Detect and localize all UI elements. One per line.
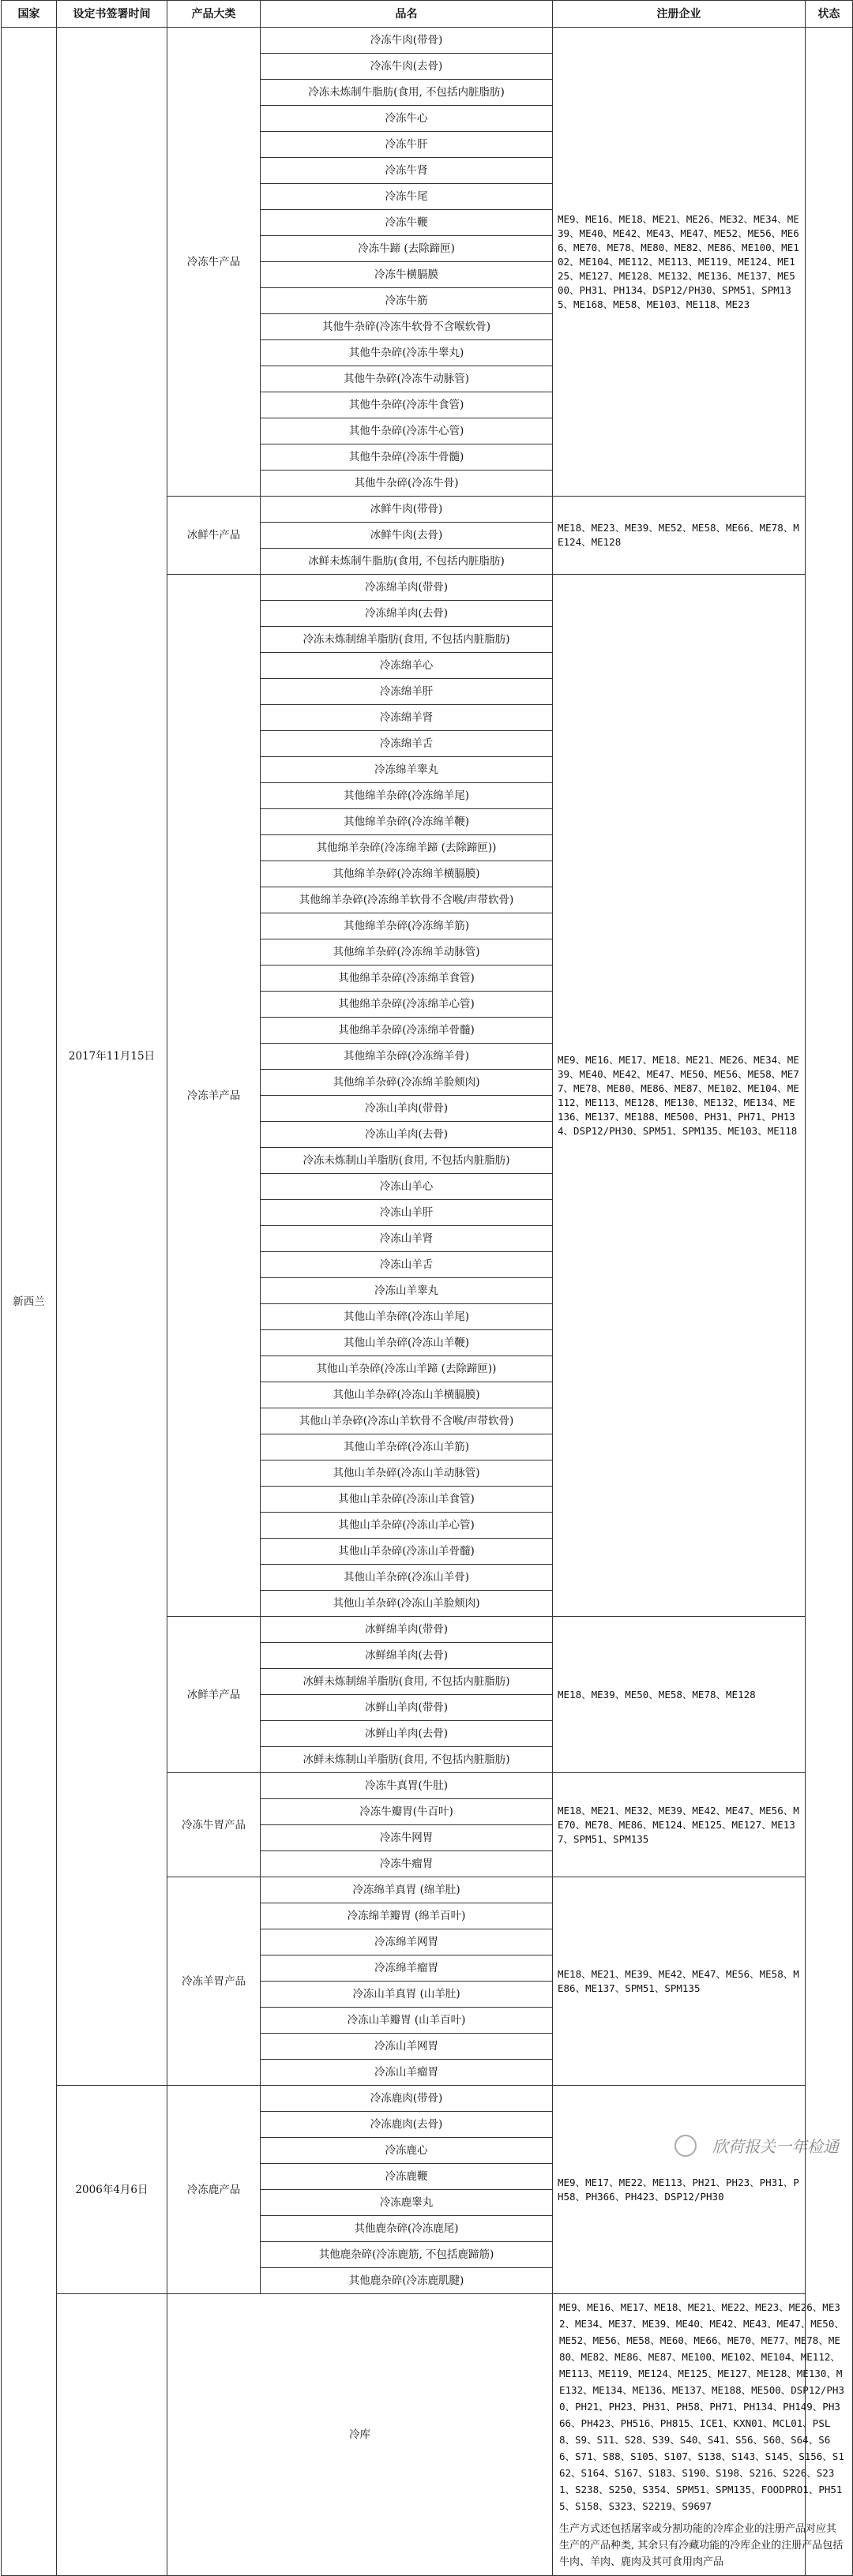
product-name-cell: 其他山羊杂碎(冷冻山羊动脉管) <box>261 1460 553 1487</box>
header-category: 产品大类 <box>167 1 261 28</box>
header-status: 状态 <box>806 1 853 28</box>
product-name-cell: 其他绵羊杂碎(冷冻绵羊尾) <box>261 783 553 809</box>
product-name-cell: 其他鹿杂碎(冷冻鹿筋, 不包括鹿蹄筋) <box>261 2242 553 2268</box>
product-name-cell: 冰鲜绵羊肉(带骨) <box>261 1617 553 1643</box>
product-name-cell: 冷冻牛心 <box>261 106 553 132</box>
product-name-cell: 冷冻绵羊真胃 (绵羊肚) <box>261 1877 553 1903</box>
product-name-cell: 冷冻牛网胃 <box>261 1825 553 1851</box>
product-name-cell: 冷冻鹿肉(去骨) <box>261 2112 553 2138</box>
product-name-cell: 其他山羊杂碎(冷冻山羊蹄 (去除蹄匣)) <box>261 1356 553 1382</box>
enterprise-cell: ME18、ME23、ME39、ME52、ME58、ME66、ME78、ME124、ME128 <box>553 497 806 575</box>
product-name-cell: 冷冻绵羊肉(去骨) <box>261 601 553 627</box>
product-name-cell: 冷冻鹿心 <box>261 2138 553 2164</box>
product-name-cell: 其他绵羊杂碎(冷冻绵羊软骨不含喉/声带软骨) <box>261 887 553 913</box>
product-name-cell: 其他山羊杂碎(冷冻山羊筋) <box>261 1434 553 1460</box>
product-name-cell: 冷冻山羊睾丸 <box>261 1278 553 1304</box>
product-name-cell: 冷冻山羊瘤胃 <box>261 2060 553 2086</box>
product-name-cell: 冷冻牛肾 <box>261 158 553 184</box>
product-name-cell: 其他牛杂碎(冷冻牛睾丸) <box>261 340 553 366</box>
enterprise-cell: ME18、ME21、ME39、ME42、ME47、ME56、ME58、ME86、ME137、SPM51、SPM135 <box>553 1877 806 2086</box>
category-cell: 冷冻鹿产品 <box>167 2086 261 2294</box>
product-name-cell: 其他山羊杂碎(冷冻山羊骨髓) <box>261 1539 553 1565</box>
header-country: 国家 <box>2 1 57 28</box>
product-name-cell: 冷冻山羊肝 <box>261 1200 553 1226</box>
cold-storage-enterprises <box>553 2294 853 2576</box>
enterprise-cell: ME18、ME21、ME32、ME39、ME42、ME47、ME56、ME70、ME78、ME86、ME124、ME125、ME127、ME137、SPM51、SPM135 <box>553 1773 806 1877</box>
product-name-cell: 其他绵羊杂碎(冷冻绵羊动脉管) <box>261 939 553 966</box>
product-name-cell: 其他山羊杂碎(冷冻山羊鞭) <box>261 1330 553 1356</box>
product-name-cell: 冷冻山羊肉(去骨) <box>261 1122 553 1148</box>
category-cell: 冷冻羊产品 <box>167 575 261 1617</box>
country-cell: 新西兰 <box>2 28 57 2576</box>
category-cell: 冷冻牛胃产品 <box>167 1773 261 1877</box>
product-name-cell: 冷冻山羊舌 <box>261 1252 553 1278</box>
registration-table <box>1 0 853 2576</box>
product-name-cell: 冷冻山羊瓣胃 (山羊百叶) <box>261 2008 553 2034</box>
product-name-cell: 冷冻牛真胃(牛肚) <box>261 1773 553 1799</box>
product-name-cell: 其他绵羊杂碎(冷冻绵羊蹄 (去除蹄匣)) <box>261 835 553 861</box>
product-name-cell: 冰鲜山羊肉(带骨) <box>261 1695 553 1721</box>
enterprise-cell: ME9、ME16、ME17、ME18、ME21、ME26、ME34、ME39、ME40、ME42、ME47、ME50、ME56、ME58、ME77、ME78、ME80、ME86、ME87、ME102、ME104、ME112、ME113、ME128、ME130、ME132、ME134、ME136、ME137、ME188、ME500、PH31、PH71、PH134、DSP12/PH30、SPM51、SPM135、ME103、ME118 <box>553 575 806 1617</box>
product-name-cell: 冷冻鹿鞭 <box>261 2164 553 2190</box>
product-name-cell: 冰鲜未炼制牛脂肪(食用, 不包括内脏脂肪) <box>261 549 553 575</box>
product-name-cell: 冷冻山羊网胃 <box>261 2034 553 2060</box>
enterprise-cell: ME9、ME17、ME22、ME113、PH21、PH23、PH31、PH58、PH366、PH423、DSP12/PH30 <box>553 2086 806 2294</box>
product-name-cell: 其他牛杂碎(冷冻牛动脉管) <box>261 366 553 392</box>
product-name-cell: 其他山羊杂碎(冷冻山羊横膈膜) <box>261 1382 553 1408</box>
product-name-cell: 其他绵羊杂碎(冷冻绵羊骨髓) <box>261 1018 553 1044</box>
product-name-cell: 冷冻牛瘤胃 <box>261 1851 553 1877</box>
product-name-cell: 其他山羊杂碎(冷冻山羊骨) <box>261 1565 553 1591</box>
product-name-cell: 冰鲜牛肉(带骨) <box>261 497 553 523</box>
product-name-cell: 其他鹿杂碎(冷冻鹿尾) <box>261 2216 553 2242</box>
product-name-cell: 冷冻绵羊网胃 <box>261 1929 553 1955</box>
product-name-cell: 其他牛杂碎(冷冻牛软骨不含喉软骨) <box>261 314 553 340</box>
product-name-cell: 冰鲜未炼制山羊脂肪(食用, 不包括内脏脂肪) <box>261 1747 553 1773</box>
table-body <box>2 28 853 2576</box>
sign-date-cell: 2017年11月15日 <box>57 28 167 2086</box>
product-name-cell: 冷冻牛鞭 <box>261 210 553 236</box>
product-name-cell: 其他山羊杂碎(冷冻山羊心管) <box>261 1513 553 1539</box>
watermark-icon <box>675 2135 697 2157</box>
product-name-cell: 冷冻绵羊舌 <box>261 731 553 757</box>
product-name-cell: 冷冻未炼制绵羊脂肪(食用, 不包括内脏脂肪) <box>261 627 553 653</box>
product-name-cell: 其他绵羊杂碎(冷冻绵羊脸颊肉) <box>261 1070 553 1096</box>
cold-storage-date-cell <box>57 2294 167 2576</box>
sign-date-cell: 2006年4月6日 <box>57 2086 167 2294</box>
product-name-cell: 冷冻牛筋 <box>261 288 553 314</box>
product-name-cell: 冷冻山羊真胃 (山羊肚) <box>261 1982 553 2008</box>
cold-storage-note: 生产方式还包括屠宰或分割功能的冷库企业的注册产品对应其生产的产品种类, 其余只有冷藏功能的冷库企业的注册产品包括牛肉、羊肉、鹿肉及其可食用肉产品 <box>559 2523 844 2568</box>
product-name-cell: 冷冻山羊肉(带骨) <box>261 1096 553 1122</box>
cold-storage-enterprise-list: ME9、ME16、ME17、ME18、ME21、ME22、ME23、ME26、ME32、ME34、ME37、ME39、ME40、ME42、ME43、ME47、ME50、ME52、ME56、ME58、ME60、ME66、ME70、ME77、ME78、ME80、ME82、ME86、ME87、ME100、ME102、ME104、ME112、ME113、ME119、ME124、ME125、ME127、ME128、ME130、ME132、ME134、ME136、ME137、ME188、ME500、DSP12/PH30、PH21、PH23、PH31、PH58、PH71、PH134、PH149、PH366、PH423、PH516、PH815、ICE1、KXN01、MCL01、PSL8、S9、S11、S28、S39、S40、S41、S56、S60、S64、S66、S71、S88、S105、S107、S138、S143、S145、S156、S162、S164、S167、S183、S190、S198、S216、S226、S231、S238、S250、S354、SPM51、SPM135、FOODPRO1、PH515、S158、S323、S2219、S9697 <box>559 2301 844 2512</box>
product-name-cell: 冰鲜牛肉(去骨) <box>261 523 553 549</box>
product-name-cell: 冷冻未炼制山羊脂肪(食用, 不包括内脏脂肪) <box>261 1148 553 1174</box>
product-name-cell: 其他山羊杂碎(冷冻山羊脸颊肉) <box>261 1591 553 1617</box>
table-row <box>2 28 853 54</box>
product-name-cell: 其他绵羊杂碎(冷冻绵羊横膈膜) <box>261 861 553 887</box>
cold-storage-row <box>2 2294 853 2576</box>
product-name-cell: 其他山羊杂碎(冷冻山羊尾) <box>261 1304 553 1330</box>
product-name-cell: 冷冻牛尾 <box>261 184 553 210</box>
product-name-cell: 冷冻绵羊瓣胃 (绵羊百叶) <box>261 1903 553 1929</box>
table-row <box>2 2086 853 2112</box>
category-cell: 冰鲜牛产品 <box>167 497 261 575</box>
enterprise-cell: ME9、ME16、ME18、ME21、ME26、ME32、ME34、ME39、ME40、ME42、ME43、ME47、ME52、ME56、ME66、ME70、ME78、ME80、ME82、ME86、ME100、ME102、ME104、ME112、ME113、ME119、ME124、ME125、ME127、ME128、ME132、ME136、ME137、ME500、PH31、PH134、DSP12/PH30、SPM51、SPM135、ME168、ME58、ME103、ME118、ME23 <box>553 28 806 497</box>
product-name-cell: 其他绵羊杂碎(冷冻绵羊心管) <box>261 992 553 1018</box>
product-name-cell: 冷冻绵羊肉(带骨) <box>261 575 553 601</box>
product-name-cell: 其他绵羊杂碎(冷冻绵羊食管) <box>261 966 553 992</box>
table-header-row <box>2 1 853 28</box>
watermark: 欣荷报关一年检通 <box>712 2137 839 2156</box>
header-date: 设定书签署时间 <box>57 1 167 28</box>
category-cell: 冷冻牛产品 <box>167 28 261 497</box>
product-name-cell: 冷冻未炼制牛脂肪(食用, 不包括内脏脂肪) <box>261 80 553 106</box>
enterprise-cell: ME18、ME39、ME50、ME58、ME78、ME128 <box>553 1617 806 1773</box>
product-name-cell: 冷冻牛肝 <box>261 132 553 158</box>
product-name-cell: 其他山羊杂碎(冷冻山羊软骨不含喉/声带软骨) <box>261 1408 553 1434</box>
product-name-cell: 其他牛杂碎(冷冻牛骨) <box>261 471 553 497</box>
status-cell <box>806 28 853 2576</box>
product-name-cell: 冷冻牛肉(去骨) <box>261 54 553 80</box>
product-name-cell: 冷冻绵羊瘤胃 <box>261 1955 553 1982</box>
product-name-cell: 冷冻绵羊肾 <box>261 705 553 731</box>
product-name-cell: 冰鲜绵羊肉(去骨) <box>261 1643 553 1669</box>
cold-storage-label: 冷库 <box>167 2294 553 2576</box>
product-name-cell: 其他绵羊杂碎(冷冻绵羊鞭) <box>261 809 553 835</box>
product-name-cell: 冷冻鹿肉(带骨) <box>261 2086 553 2112</box>
product-name-cell: 其他牛杂碎(冷冻牛心管) <box>261 418 553 444</box>
product-name-cell: 冰鲜未炼制绵羊脂肪(食用, 不包括内脏脂肪) <box>261 1669 553 1695</box>
product-name-cell: 冷冻牛蹄 (去除蹄匣) <box>261 236 553 262</box>
product-name-cell: 其他鹿杂碎(冷冻鹿肌腱) <box>261 2268 553 2294</box>
product-name-cell: 冷冻牛瓣胃(牛百叶) <box>261 1799 553 1825</box>
product-name-cell: 冷冻牛肉(带骨) <box>261 28 553 54</box>
product-name-cell: 冷冻山羊心 <box>261 1174 553 1200</box>
product-name-cell: 其他绵羊杂碎(冷冻绵羊筋) <box>261 913 553 939</box>
header-product: 品名 <box>261 1 553 28</box>
product-name-cell: 冷冻绵羊心 <box>261 653 553 679</box>
product-name-cell: 冰鲜山羊肉(去骨) <box>261 1721 553 1747</box>
product-name-cell: 其他牛杂碎(冷冻牛食管) <box>261 392 553 418</box>
product-name-cell: 冷冻牛横膈膜 <box>261 262 553 288</box>
header-enterprise: 注册企业 <box>553 1 806 28</box>
category-cell: 冰鲜羊产品 <box>167 1617 261 1773</box>
product-name-cell: 其他牛杂碎(冷冻牛骨髓) <box>261 444 553 471</box>
product-name-cell: 其他绵羊杂碎(冷冻绵羊骨) <box>261 1044 553 1070</box>
category-cell: 冷冻羊胃产品 <box>167 1877 261 2086</box>
product-name-cell: 冷冻绵羊睾丸 <box>261 757 553 783</box>
product-name-cell: 冷冻山羊肾 <box>261 1226 553 1252</box>
product-name-cell: 冷冻鹿睾丸 <box>261 2190 553 2216</box>
product-name-cell: 其他山羊杂碎(冷冻山羊食管) <box>261 1487 553 1513</box>
product-name-cell: 冷冻绵羊肝 <box>261 679 553 705</box>
